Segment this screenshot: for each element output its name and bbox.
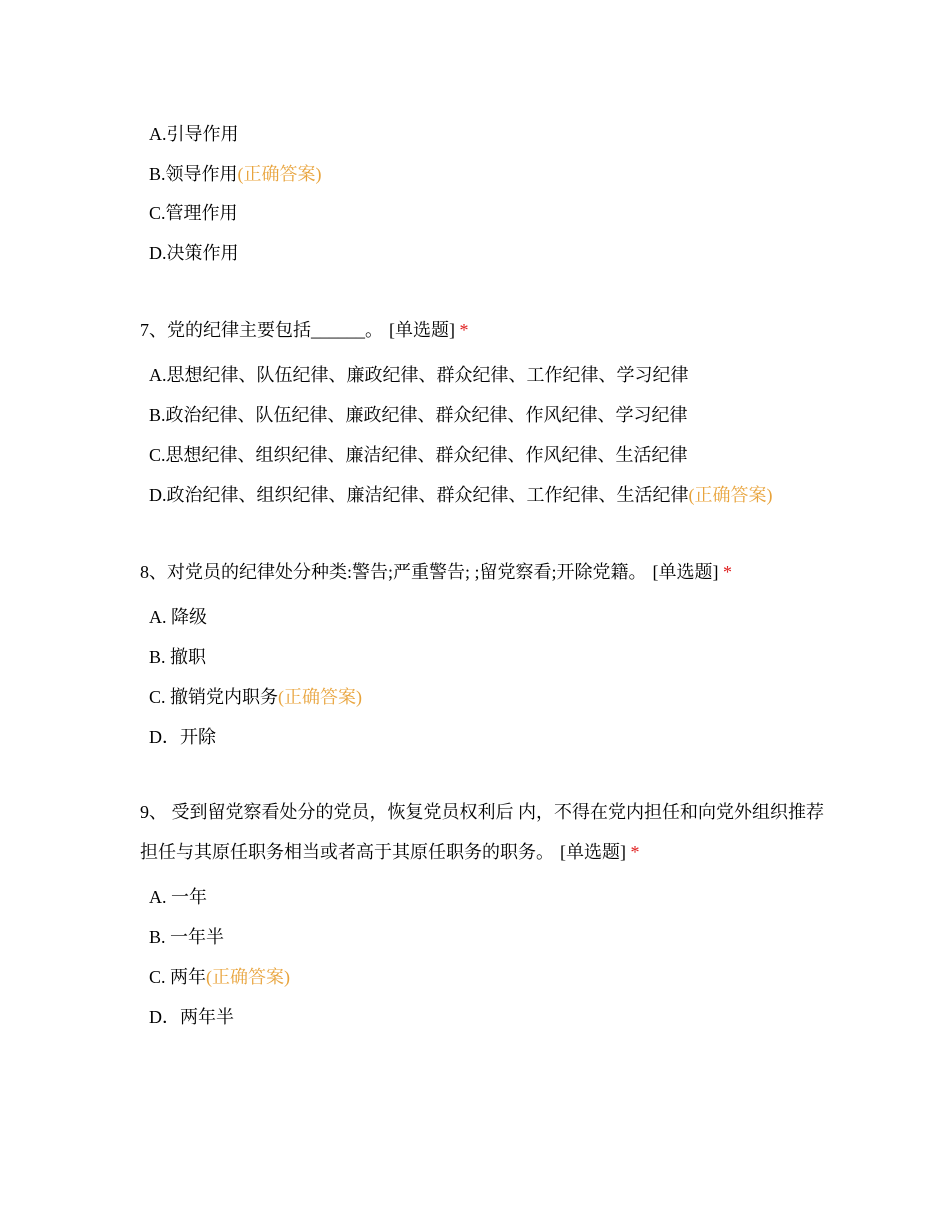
correct-answer-label: (正确答案) xyxy=(278,687,363,707)
q8-option-b: B. 撤职 xyxy=(149,647,207,667)
required-mark: * xyxy=(459,320,469,340)
q9-option-c xyxy=(149,965,290,989)
q9-option-a: A. 一年 xyxy=(149,887,207,907)
q7-option-d xyxy=(149,483,773,507)
correct-answer-label: (正确答案) xyxy=(688,485,773,505)
q8-option-d: D．开除 xyxy=(149,727,216,747)
correct-answer-label: (正确答案) xyxy=(237,164,322,184)
q7-text: 7、党的纪律主要包括______。 xyxy=(140,320,383,340)
q6-option-a: A.引导作用 xyxy=(149,124,239,144)
q9-option-b: B. 一年半 xyxy=(149,927,225,947)
q9-option-d: D．两年半 xyxy=(149,1007,234,1027)
q7-option-a: A.思想纪律、队伍纪律、廉政纪律、群众纪律、工作纪律、学习纪律 xyxy=(149,365,689,385)
q8-option-c xyxy=(149,685,362,709)
required-mark: * xyxy=(630,842,640,862)
q8-option-a: A. 降级 xyxy=(149,607,207,627)
q8-text: 8、对党员的纪律处分种类:警告;严重警告; ;留党察看;开除党籍。 xyxy=(140,562,647,582)
q6-option-b xyxy=(149,162,322,186)
q8-option-c-text: C. 撤销党内职务 xyxy=(149,687,279,707)
q7-option-c: C.思想纪律、组织纪律、廉洁纪律、群众纪律、作风纪律、生活纪律 xyxy=(149,445,688,465)
q8-title xyxy=(140,560,732,584)
q6-option-d: D.决策作用 xyxy=(149,243,239,263)
q9-text: 9、 受到留党察看处分的党员，恢复党员权利后 内，不得在党内担任和向党外组织推荐担任与其原任职务相当或者高于其原任职务的职务。 xyxy=(140,802,824,862)
q9-type: [单选题] xyxy=(560,842,626,862)
q9-title xyxy=(140,792,830,872)
required-mark: * xyxy=(723,562,733,582)
q7-title xyxy=(140,318,469,342)
q7-option-d-text: D.政治纪律、组织纪律、廉洁纪律、群众纪律、工作纪律、生活纪律 xyxy=(149,485,689,505)
q8-type: [单选题] xyxy=(652,562,719,582)
correct-answer-label: (正确答案) xyxy=(206,967,291,987)
q7-type: [单选题] xyxy=(389,320,455,340)
q9-option-c-text: C. 两年 xyxy=(149,967,207,987)
q6-option-c: C.管理作用 xyxy=(149,203,238,223)
q7-option-b: B.政治纪律、队伍纪律、廉政纪律、群众纪律、作风纪律、学习纪律 xyxy=(149,405,688,425)
q6-option-b-text: B.领导作用 xyxy=(149,164,238,184)
